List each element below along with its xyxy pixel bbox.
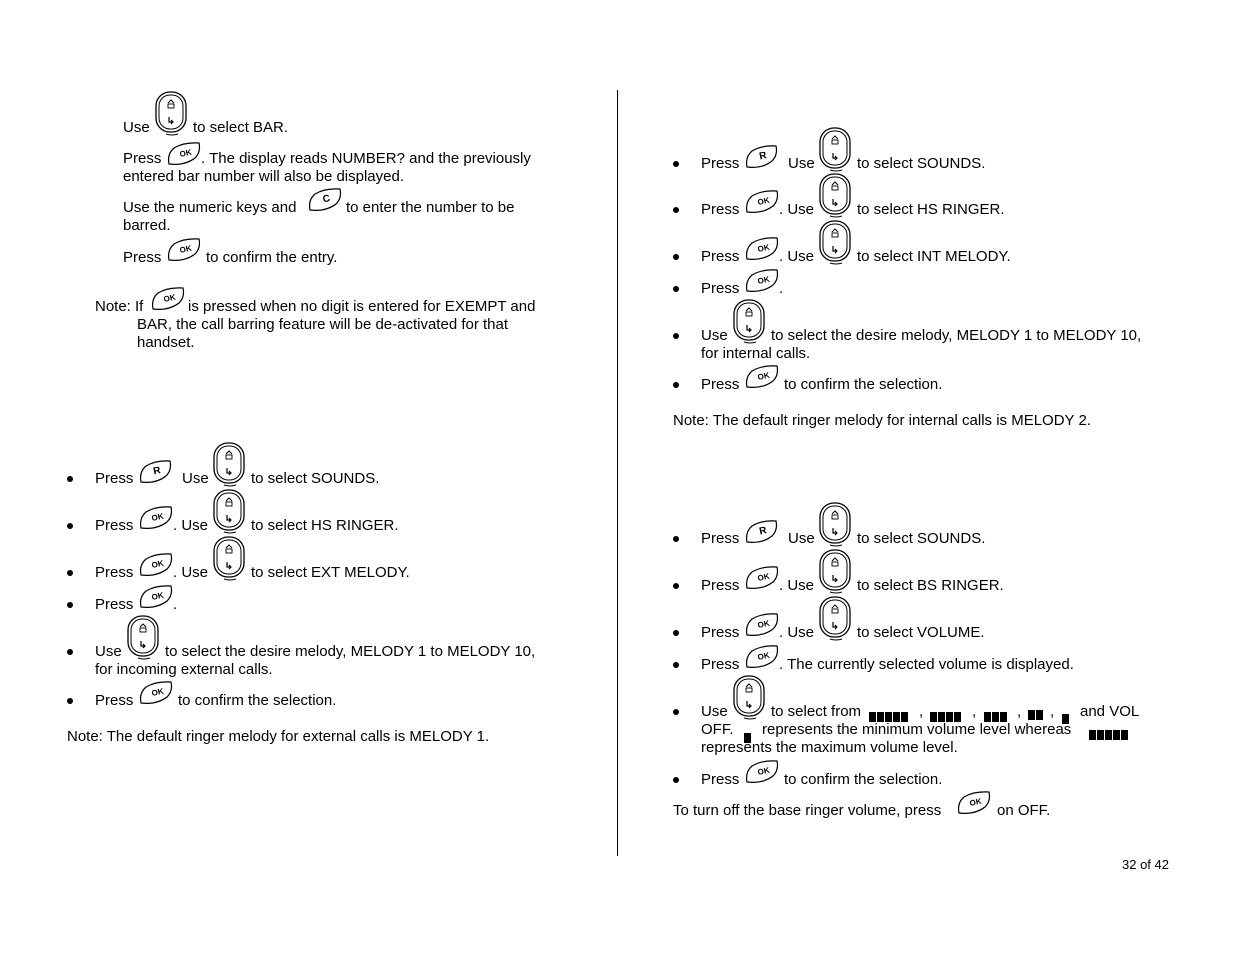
svg-text:OK: OK (756, 195, 771, 207)
svg-text:R: R (758, 525, 768, 538)
vol-step-5-off: OFF. (701, 721, 734, 738)
bullet (673, 536, 679, 542)
vol-step-3-use: . Use (779, 624, 815, 641)
volume-bar (1036, 710, 1043, 720)
navigation-key-icon (126, 614, 162, 660)
ok-key-icon (138, 583, 175, 611)
ok-key-icon (744, 188, 781, 216)
svg-text:OK: OK (162, 292, 177, 304)
int-step-3-use: . Use (779, 248, 815, 265)
navigation-key-icon (212, 441, 248, 487)
ok-key-icon (166, 140, 203, 168)
navigation-key-icon (818, 172, 854, 218)
bullet (67, 602, 73, 608)
svg-text:OK: OK (178, 243, 193, 255)
volume-bar (1028, 710, 1035, 720)
ext-step-2-text: to select HS RINGER. (251, 517, 399, 534)
bar-note-label: Note: If (95, 298, 144, 315)
vol-step-2-press: Press (701, 577, 740, 594)
navigation-key-icon (732, 298, 768, 344)
separator: , (919, 703, 924, 720)
bar-step-2-press: Press (123, 150, 162, 167)
ext-step-4-period: . (173, 596, 178, 613)
bar-step-1-use: Use (123, 119, 150, 136)
ext-melody-note: Note: The default ringer melody for external calls is MELODY 1. (67, 728, 490, 745)
ok-key-icon (956, 789, 993, 817)
int-melody-note: Note: The default ringer melody for internal calls is MELODY 2. (673, 412, 1091, 429)
ext-step-5-text-cont: for incoming external calls. (95, 661, 273, 678)
ext-step-1-press: Press (95, 470, 134, 487)
ext-step-2-press: Press (95, 517, 134, 534)
bullet (673, 207, 679, 213)
svg-text:OK: OK (756, 571, 771, 583)
bullet (673, 382, 679, 388)
ext-step-4-press: Press (95, 596, 134, 613)
bar-step-1-text: to select BAR. (193, 119, 289, 136)
int-step-3-text: to select INT MELODY. (857, 248, 1011, 265)
svg-text:OK: OK (756, 765, 771, 777)
svg-text:OK: OK (150, 590, 165, 602)
column-divider (617, 90, 618, 856)
svg-text:OK: OK (756, 370, 771, 382)
volume-bar (1089, 730, 1096, 740)
ok-key-icon (138, 504, 175, 532)
ok-key-icon (744, 363, 781, 391)
bar-step-2-text: . The display reads NUMBER? and the previously (201, 150, 531, 167)
bullet (673, 662, 679, 668)
bar-step-3-text-cont: barred. (123, 217, 171, 234)
int-step-2-use: . Use (779, 201, 815, 218)
svg-text:OK: OK (756, 618, 771, 630)
volume-level-5-icon (869, 705, 909, 722)
int-step-4-period: . (779, 280, 784, 297)
volume-level-5-icon (1089, 723, 1129, 740)
svg-text:R: R (758, 150, 768, 163)
bullet (67, 698, 73, 704)
volume-bar (1097, 730, 1104, 740)
ext-step-6-text: to confirm the selection. (178, 692, 337, 709)
ok-key-icon (138, 551, 175, 579)
int-step-4-press: Press (701, 280, 740, 297)
separator: , (972, 703, 977, 720)
ext-step-3-use: . Use (173, 564, 209, 581)
vol-step-1-use: Use (788, 530, 815, 547)
vol-step-1-press: Press (701, 530, 740, 547)
int-step-1-press: Press (701, 155, 740, 172)
navigation-key-icon (818, 501, 854, 547)
r-key-icon (744, 143, 780, 171)
volume-bar (1113, 730, 1120, 740)
clear-key-icon (307, 186, 344, 214)
int-step-5-text: to select the desire melody, MELODY 1 to MELODY 10, (771, 327, 1142, 344)
navigation-key-icon (212, 535, 248, 581)
bullet (673, 583, 679, 589)
ext-step-3-press: Press (95, 564, 134, 581)
vol-step-5-use: Use (701, 703, 728, 720)
svg-text:OK: OK (756, 242, 771, 254)
vol-step-3-press: Press (701, 624, 740, 641)
volume-level-3-icon (984, 705, 1008, 722)
ok-key-icon (744, 643, 781, 671)
svg-text:OK: OK (756, 274, 771, 286)
bullet (673, 709, 679, 715)
ext-step-5-use: Use (95, 643, 122, 660)
separator: , (1050, 703, 1055, 720)
bullet (673, 254, 679, 260)
bar-step-4-text: to confirm the entry. (206, 249, 338, 266)
svg-text:C: C (321, 193, 332, 206)
ok-key-icon (744, 564, 781, 592)
int-step-5-use: Use (701, 327, 728, 344)
navigation-key-icon (732, 674, 768, 720)
ok-key-icon (166, 236, 203, 264)
ext-step-6-press: Press (95, 692, 134, 709)
vol-step-5-and-vol: and VOL (1080, 703, 1140, 720)
bar-note-text-2: BAR, the call barring feature will be de-activated for that (137, 316, 509, 333)
svg-text:OK: OK (968, 796, 983, 808)
turn-off-line-end: on OFF. (997, 802, 1051, 819)
bullet (673, 630, 679, 636)
bar-step-2-text-cont: entered bar number will also be displayed. (123, 168, 404, 185)
ext-step-3-text: to select EXT MELODY. (251, 564, 410, 581)
vol-step-4-text: . The currently selected volume is displayed. (779, 656, 1074, 673)
bullet (67, 649, 73, 655)
ok-key-icon (744, 267, 781, 295)
navigation-key-icon (154, 90, 190, 136)
bullet (673, 333, 679, 339)
ext-step-1-use: Use (182, 470, 209, 487)
r-key-icon (744, 518, 780, 546)
volume-bar (1121, 730, 1128, 740)
vol-step-2-text: to select BS RINGER. (857, 577, 1004, 594)
svg-text:R: R (152, 465, 162, 478)
navigation-key-icon (818, 548, 854, 594)
separator: , (1017, 703, 1022, 720)
bar-note-text: is pressed when no digit is entered for EXEMPT and (188, 298, 536, 315)
ok-key-icon (744, 611, 781, 639)
vol-step-5-min-text: represents the minimum volume level whereas (762, 721, 1072, 738)
page-number: 32 of 42 (1122, 857, 1169, 872)
int-step-1-use: Use (788, 155, 815, 172)
bullet (67, 570, 73, 576)
navigation-key-icon (212, 488, 248, 534)
svg-text:OK: OK (150, 686, 165, 698)
volume-bar (1105, 730, 1112, 740)
ok-key-icon (744, 235, 781, 263)
ok-key-icon (744, 758, 781, 786)
vol-step-1-text: to select SOUNDS. (857, 530, 986, 547)
svg-text:OK: OK (756, 650, 771, 662)
bar-step-3-text-b: to enter the number to be (346, 199, 515, 216)
bullet (67, 476, 73, 482)
int-step-6-press: Press (701, 376, 740, 393)
int-step-3-press: Press (701, 248, 740, 265)
vol-step-2-use: . Use (779, 577, 815, 594)
vol-step-6-press: Press (701, 771, 740, 788)
ok-key-icon (138, 679, 175, 707)
navigation-key-icon (818, 126, 854, 172)
int-step-1-text: to select SOUNDS. (857, 155, 986, 172)
volume-level-2-icon (1028, 703, 1044, 720)
svg-text:OK: OK (178, 147, 193, 159)
r-key-icon (138, 458, 174, 486)
bar-step-4-press: Press (123, 249, 162, 266)
int-step-6-text: to confirm the selection. (784, 376, 943, 393)
navigation-key-icon (818, 595, 854, 641)
vol-step-3-text: to select VOLUME. (857, 624, 985, 641)
int-step-5-text-cont: for internal calls. (701, 345, 811, 362)
volume-level-4-icon (930, 705, 962, 722)
ext-step-2-use: . Use (173, 517, 209, 534)
ext-step-1-text: to select SOUNDS. (251, 470, 380, 487)
bar-step-3-text: Use the numeric keys and (123, 199, 297, 216)
bullet (673, 777, 679, 783)
ok-key-icon (150, 285, 187, 313)
bullet (673, 286, 679, 292)
vol-step-5-text: to select from (771, 703, 862, 720)
turn-off-line: To turn off the base ringer volume, press (673, 802, 942, 819)
vol-step-4-press: Press (701, 656, 740, 673)
svg-text:OK: OK (150, 511, 165, 523)
bar-note-text-3: handset. (137, 334, 195, 351)
vol-step-6-text: to confirm the selection. (784, 771, 943, 788)
navigation-key-icon (818, 219, 854, 265)
int-step-2-press: Press (701, 201, 740, 218)
svg-text:OK: OK (150, 558, 165, 570)
bullet (67, 523, 73, 529)
ext-step-5-text: to select the desire melody, MELODY 1 to MELODY 10, (165, 643, 536, 660)
int-step-2-text: to select HS RINGER. (857, 201, 1005, 218)
vol-step-5-max-text: represents the maximum volume level. (701, 739, 958, 756)
bullet (673, 161, 679, 167)
